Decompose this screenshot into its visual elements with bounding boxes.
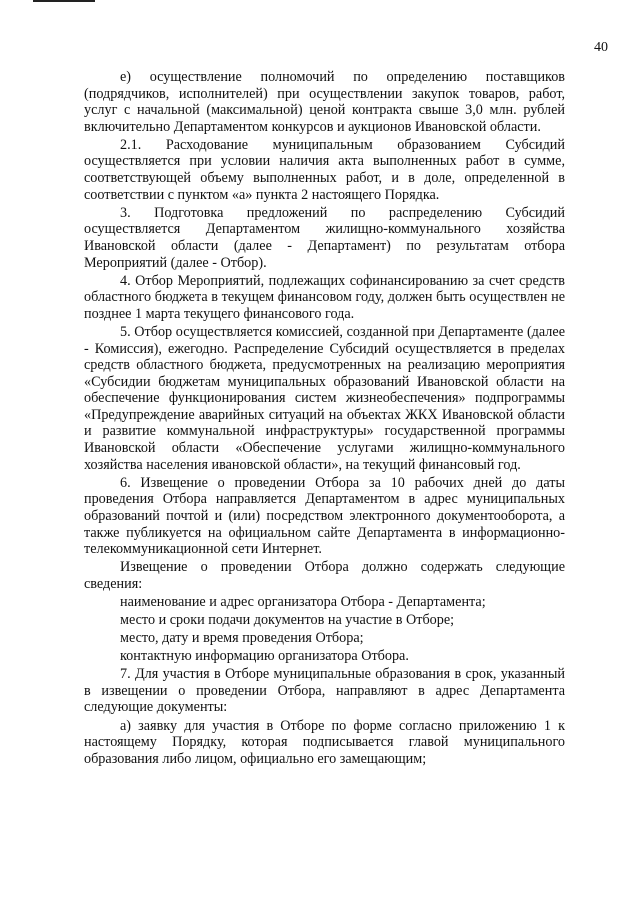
list-item: место, дату и время проведения Отбора; xyxy=(120,630,364,647)
page-number: 40 xyxy=(594,40,608,55)
list-item: контактную информацию организатора Отбора. xyxy=(120,648,409,665)
paragraph-3: 3. Подготовка предложений по распределению Субсидий осуществляется Департаментом жилищно-коммунального хозяйства Ивановской области (далее - Департамент) по результатам отбора Мероприятий (далее - Отбор). xyxy=(84,204,565,271)
paragraph-7: 7. Для участия в Отборе муниципальные образования в срок, указанный в извещении о проведении Отбора, направляют в адрес Департамента следующие документы: xyxy=(84,666,565,716)
top-edge-rule xyxy=(33,0,95,2)
paragraph-2-1: 2.1. Расходование муниципальным образованием Субсидий осуществляется при условии наличия акта выполненных работ в сумме, соответствующей объему выполненных работ, и в доле, определенной в соответствии с пунктом «а» пункта 2 настоящего Порядка. xyxy=(84,136,565,203)
paragraph-4: 4. Отбор Мероприятий, подлежащих софинансированию за счет средств областного бюджета в текущем финансовом году, должен быть осуществлен не позднее 1 марта текущего финансового года. xyxy=(84,272,565,322)
paragraph-notice-contents: Извещение о проведении Отбора должно содержать следующие сведения: xyxy=(84,559,565,592)
notice-contents-list xyxy=(84,594,565,665)
list-item: место и сроки подачи документов на участие в Отборе; xyxy=(120,612,455,628)
paragraph-5: 5. Отбор осуществляется комиссией, созданной при Департаменте (далее - Комиссия), ежегодно. Распределение Субсидий осуществляется в пределах средств областного бюджета, предусмотренных на реализацию мероприятия «Субсидии бюджетам муниципальных образований Ивановской области на обеспечение функционирования систем жизнеобеспечения» подпрограммы «Предупреждение аварийных ситуаций на объектах ЖКХ Ивановской области и развитие коммунальной инфраструктуры» государственной программы Ивановской области «Обеспечение услугами жилищно-коммунального хозяйства населения ивановской области», на текущий финансовый год. xyxy=(84,323,565,473)
paragraph-e-procurement: е) осуществление полномочий по определению поставщиков (подрядчиков, исполнителей) при осуществлении закупок товаров, работ, услуг с начальной (максимальной) ценой контракта свыше 3,0 млн. рублей включительно Департаментом конкурсов и аукционов Ивановской области. xyxy=(84,69,565,135)
list-item: наименование и адрес организатора Отбора - Департамента; xyxy=(120,593,486,610)
paragraph-7-a: а) заявку для участия в Отборе по форме согласно приложению 1 к настоящему Порядку, которая подписывается главой муниципального образования либо лицом, официально его замещающим; xyxy=(84,717,565,767)
paragraph-6: 6. Извещение о проведении Отбора за 10 рабочих дней до даты проведения Отбора направляется Департаментом в адрес муниципальных образований почтой и (или) посредством электронного документооборота, а также публикуется на официальном сайте Департамента в информационно-телекоммуникационной сети Интернет. xyxy=(84,474,565,558)
document-body xyxy=(84,69,565,769)
